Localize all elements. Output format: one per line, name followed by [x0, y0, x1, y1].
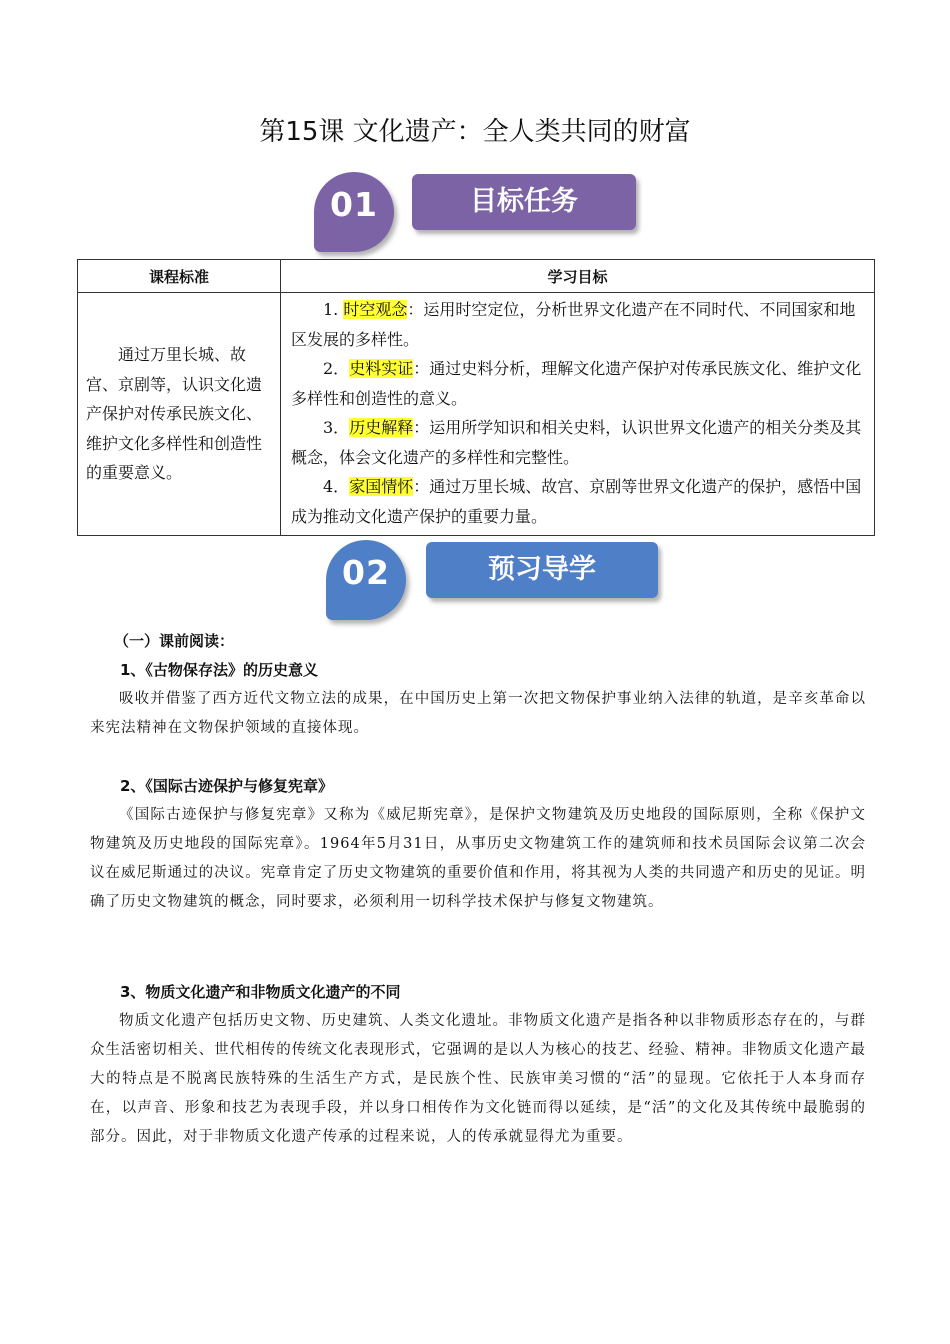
section-label: 预习导学: [488, 554, 596, 585]
table-header-row: [78, 260, 875, 293]
goal-keyword: 史料实证: [349, 359, 414, 378]
section-number: 02: [342, 553, 390, 592]
reading-item-title: 2、《国际古迹保护与修复宪章》: [120, 777, 333, 795]
reading-item-title: 1、《古物保存法》的历史意义: [120, 661, 318, 679]
reading-item-title: 3、物质文化遗产和非物质文化遗产的不同: [120, 983, 401, 1001]
section-label-bar: [412, 174, 636, 230]
goal-item: [291, 472, 866, 531]
reading-item-body: 《国际古迹保护与修复宪章》又称为《威尼斯宪章》，是保护文物建筑及历史地段的国际原则，全称《保护文物建筑及历史地段的国际宪章》。1964年5月31日，从事历史文物建筑工作的建筑师和技术员国际会议第二次会议在威尼斯通过的决议。宪章肯定了历史文物建筑的重要价值和作用，将其视为人类的共同遗产和历史的见证。明确了历史文物建筑的概念，同时要求，必须利用一切科学技术保护与修复文物建筑。: [90, 807, 866, 910]
standard-cell: [78, 293, 281, 536]
goal-number: 4．: [323, 477, 350, 496]
reading-item-body: 吸收并借鉴了西方近代文物立法的成果，在中国历史上第一次把文物保护事业纳入法律的轨道，是辛亥革命以来宪法精神在文物保护领域的直接体现。: [90, 691, 866, 736]
reading-heading: （一）课前阅读：: [114, 632, 235, 650]
goal-keyword: 家国情怀: [349, 477, 414, 496]
section-banner-goals: [314, 172, 644, 252]
goal-item: [291, 354, 866, 413]
reading-section: [90, 978, 866, 1152]
section-label: 目标任务: [470, 186, 578, 217]
goal-number: 2．: [323, 359, 350, 378]
goal-number: 3．: [323, 418, 350, 437]
goals-table: [77, 259, 875, 536]
table-row: [78, 293, 875, 536]
goal-item: [291, 295, 866, 354]
goal-text: ：通过史料分析，理解文化遗产保护对传承民族文化、维护文化多样性和创造性的意义。: [291, 359, 862, 408]
goal-keyword: 时空观念: [343, 300, 408, 319]
goal-item: [291, 413, 866, 472]
page-title: 第15课 文化遗产：全人类共同的财富: [259, 117, 691, 147]
reading-section: [90, 627, 866, 743]
goal-text: ：运用时空定位，分析世界文化遗产在不同时代、不同国家和地区发展的多样性。: [291, 300, 856, 349]
section-number: 01: [330, 185, 378, 224]
goal-text: ：通过万里长城、故宫、京剧等世界文化遗产的保护，感悟中国成为推动文化遗产保护的重要力量。: [291, 477, 862, 526]
standard-text: 通过万里长城、故宫、京剧等，认识文化遗产保护对传承民族文化、维护文化多样性和创造性的重要意义。: [86, 345, 263, 483]
goal-number: 1.: [323, 300, 344, 319]
section-number-badge: [326, 540, 406, 620]
section-banner-preview: [326, 540, 666, 620]
section-number-badge: [314, 172, 394, 252]
goal-keyword: 历史解释: [349, 418, 414, 437]
goal-cell: [281, 293, 875, 536]
reading-section: [90, 772, 866, 917]
section-label-bar: [426, 542, 658, 598]
header-goal: 学习目标: [281, 260, 875, 293]
header-standard: 课程标准: [78, 260, 281, 293]
goal-text: ：运用所学知识和相关史料，认识世界文化遗产的相关分类及其概念，体会文化遗产的多样性和完整性。: [291, 418, 862, 467]
reading-item-body: 物质文化遗产包括历史文物、历史建筑、人类文化遗址。非物质文化遗产是指各种以非物质形态存在的，与群众生活密切相关、世代相传的传统文化表现形式，它强调的是以人为核心的技艺、经验、精神。非物质文化遗产最大的特点是不脱离民族特殊的生活生产方式，是民族个性、民族审美习惯的“活”的显现。它依托于人本身而存在，以声音、形象和技艺为表现手段，并以身口相传作为文化链而得以延续，是“活”的文化及其传统中最脆弱的部分。因此，对于非物质文化遗产传承的过程来说，人的传承就显得尤为重要。: [90, 1013, 866, 1145]
